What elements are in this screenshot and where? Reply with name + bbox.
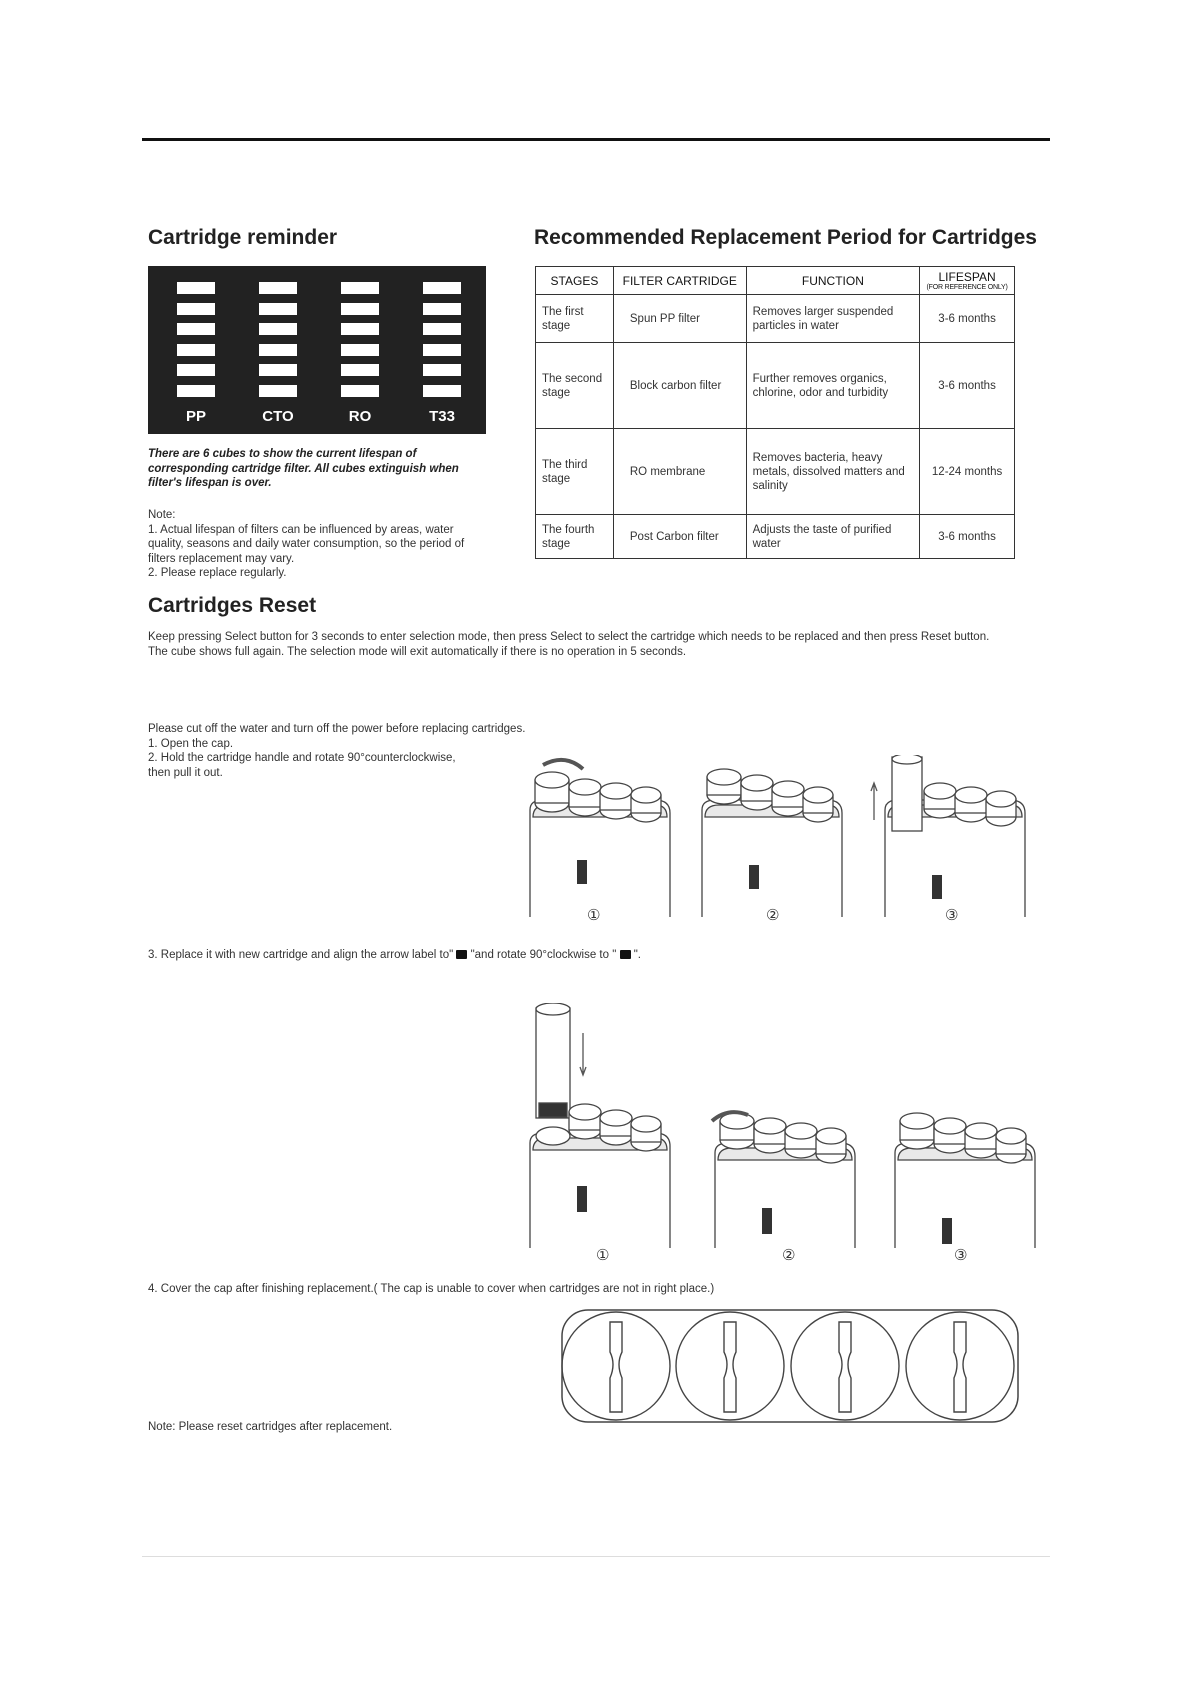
filter-cell: Block carbon filter: [613, 343, 746, 429]
column-label-cto: CTO: [262, 408, 294, 425]
stage-cell: The third stage: [536, 429, 614, 515]
note-2: 2. Please replace regularly.: [148, 567, 287, 579]
removal-figure: [525, 755, 1045, 930]
filter-cell: Spun PP filter: [613, 295, 746, 343]
installation-figure: [525, 1003, 1045, 1255]
reminder-notes: [148, 508, 478, 581]
step-2a: 2. Hold the cartridge handle and rotate 90°counterclockwise,: [148, 752, 456, 764]
reminder-title: Cartridge reminder: [148, 226, 338, 249]
table-row: [536, 515, 1015, 559]
reset-text-1: Keep pressing Select button for 3 seconds to enter selection mode, then press Select to select the cartridge which needs to be replaced and then press Reset button.: [148, 631, 990, 643]
filter-cell: Post Carbon filter: [613, 515, 746, 559]
table-row: [536, 429, 1015, 515]
reset-note: Note: Please reset cartridges after replacement.: [148, 1421, 393, 1433]
note-label: Note:: [148, 509, 176, 521]
column-label-ro: RO: [348, 408, 372, 425]
lifespan-cell: 3-6 months: [920, 295, 1015, 343]
header-stages: STAGES: [536, 267, 614, 295]
lifespan-subheader: (FOR REFERENCE ONLY): [926, 283, 1008, 291]
function-cell: Removes bacteria, heavy metals, dissolved matters and salinity: [746, 429, 920, 515]
purifier-unit-3: [895, 1113, 1035, 1248]
unlock-icon: [456, 950, 467, 959]
header-lifespan: LIFESPAN (FOR REFERENCE ONLY): [920, 267, 1015, 295]
purifier-unit-2: [712, 1112, 855, 1248]
function-cell: Removes larger suspended particles in water: [746, 295, 920, 343]
figure-label: ②: [782, 1247, 796, 1264]
figure-label: ①: [596, 1247, 610, 1264]
step-3: 3. Replace it with new cartridge and align the arrow label to" "and rotate 90°clockwise to " ".: [148, 949, 641, 961]
top-rule: [142, 138, 1050, 141]
cap-top-view-figure: [560, 1308, 1020, 1426]
figure-label: ②: [766, 907, 780, 924]
table-row: [536, 343, 1015, 429]
purifier-unit-3: [871, 755, 1025, 917]
reset-title: Cartridges Reset: [148, 594, 317, 617]
bottom-rule: [142, 1556, 1050, 1557]
lifespan-cell: 3-6 months: [920, 343, 1015, 429]
reset-text: [148, 630, 1048, 659]
purifier-unit-1: [530, 760, 670, 917]
function-cell: Further removes organics, chlorine, odor and turbidity: [746, 343, 920, 429]
stage-cell: The first stage: [536, 295, 614, 343]
lifespan-cell: 3-6 months: [920, 515, 1015, 559]
function-cell: Adjusts the taste of purified water: [746, 515, 920, 559]
replacement-title: Recommended Replacement Period for Cartridges: [534, 226, 1037, 249]
figure-label: ③: [945, 907, 959, 924]
table-header-row: [536, 267, 1015, 295]
reset-text-2: The cube shows full again. The selection mode will exit automatically if there is no operation in 5 seconds.: [148, 645, 687, 658]
purifier-unit-1: [530, 1003, 670, 1248]
table-row: [536, 295, 1015, 343]
purifier-unit-2: [702, 769, 842, 917]
lock-icon: [620, 950, 631, 959]
pp-cube-column: [177, 282, 215, 405]
stage-cell: The second stage: [536, 343, 614, 429]
replacement-table: [535, 266, 1015, 559]
step-4: 4. Cover the cap after finishing replacement.( The cap is unable to cover when cartridges are not in right place.): [148, 1283, 715, 1295]
step-1: 1. Open the cap.: [148, 737, 234, 750]
lifespan-cell: 12-24 months: [920, 429, 1015, 515]
reminder-panel: [148, 266, 486, 434]
cto-cube-column: [259, 282, 297, 405]
stage-cell: The fourth stage: [536, 515, 614, 559]
column-label-t33: T33: [429, 408, 455, 425]
reminder-description: There are 6 cubes to show the current lifespan of corresponding cartridge filter. All cubes extinguish when filter's lifespan is over.: [148, 448, 459, 489]
ro-cube-column: [341, 282, 379, 405]
note-1: 1. Actual lifespan of filters can be influenced by areas, water quality, seasons and daily water consumption, so the period of filters replacement may vary.: [148, 523, 465, 565]
figure-label: ①: [587, 907, 601, 924]
figure-label: ③: [954, 1247, 968, 1264]
header-function: FUNCTION: [746, 267, 920, 295]
t33-cube-column: [423, 282, 461, 405]
filter-cell: RO membrane: [613, 429, 746, 515]
steps-intro: Please cut off the water and turn off the power before replacing cartridges.: [148, 723, 526, 735]
step-2b: then pull it out.: [148, 766, 223, 779]
column-label-pp: PP: [185, 408, 206, 425]
header-filter: FILTER CARTRIDGE: [613, 267, 746, 295]
